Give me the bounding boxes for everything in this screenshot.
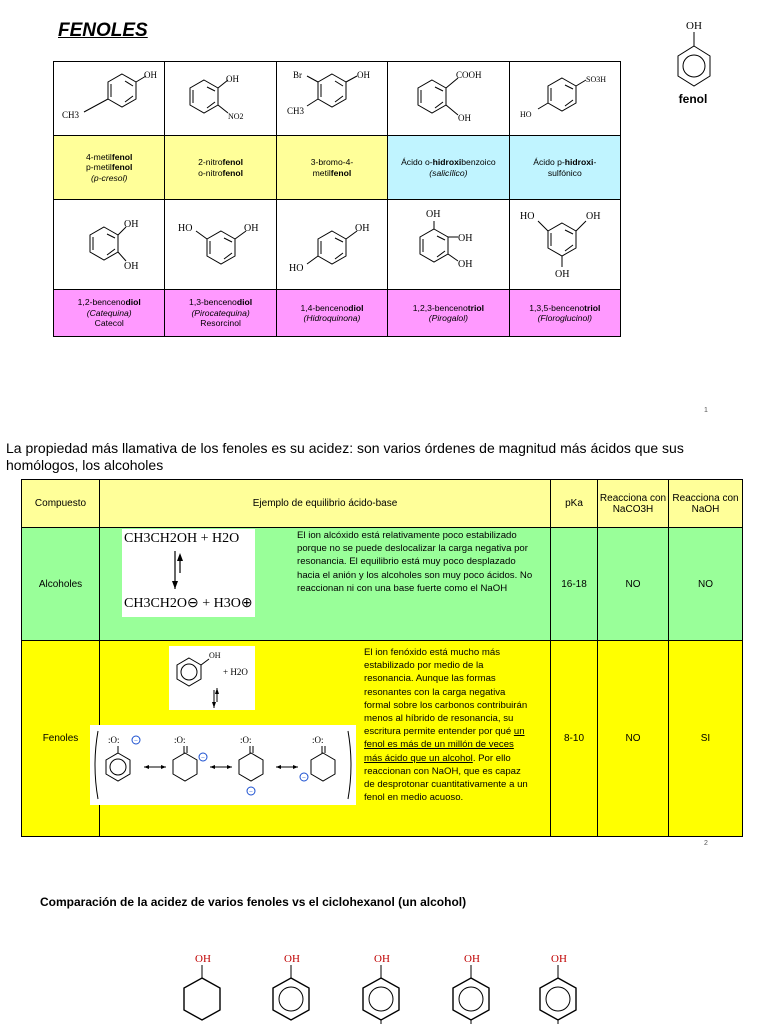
structure-acido-p-hidroxisulfonico xyxy=(509,62,620,136)
row-fenoles-name: Fenoles xyxy=(22,641,100,837)
label-oh: OH xyxy=(284,953,300,965)
row-fenoles-pka: 8-10 xyxy=(551,641,598,837)
page-number: 1 xyxy=(704,407,708,414)
alcohol-eq-bottom: CH3CH2O⊖ + H3O⊕ xyxy=(124,596,253,611)
label-oh: OH xyxy=(243,222,259,234)
label-so3h: SO3H xyxy=(585,75,606,85)
phenol-explanation-post: . Por ello reaccionan con NaOH, que es capaz de desprotonar cuantitativamente a un fenol en medio acuoso. xyxy=(364,752,528,804)
name-lines: 1,3-bencenodiol (Pirocatequina) Resorcinol xyxy=(189,297,253,329)
label-oh: OH xyxy=(554,268,570,280)
row-fenoles-naoh: SI xyxy=(669,641,743,837)
label-cooh: COOH xyxy=(456,70,482,81)
header-ejemplo: Ejemplo de equilibrio ácido-base xyxy=(100,480,551,528)
phenol-explanation-underlined: un fenol es más de un millón de veces más ácido que un alcohol xyxy=(364,726,525,764)
structure-catecol xyxy=(54,200,165,290)
label-oh: OH xyxy=(225,74,239,85)
label-oh: OH xyxy=(458,113,472,124)
p-substituted-fenol-structure-1 xyxy=(363,953,399,1024)
label-no2: NO2 xyxy=(227,112,244,122)
name-lines: 1,3,5-bencenotriol (Floroglucinol) xyxy=(529,302,601,323)
phenoxide-resonance-box xyxy=(90,725,356,805)
name-lines: 1,2,3-bencenotriol (Pirogalol) xyxy=(412,302,484,323)
row-fenoles-nahco3: NO xyxy=(598,641,669,837)
ciclohexanol-structure xyxy=(184,953,220,1020)
p-substituted-fenol-structure-2 xyxy=(453,953,489,1024)
name-lines: 3-bromo-4- metilfenol xyxy=(310,157,354,178)
header-naoh: Reacciona con NaOH xyxy=(669,480,743,528)
structure-p-cresol xyxy=(54,62,165,136)
name-lines: 1,4-bencenodiol (Hidroquinona) xyxy=(300,302,364,323)
phenol-eq-water: + H2O xyxy=(223,667,248,677)
svg-text:−: − xyxy=(201,754,205,762)
structure-3-bromo-4-metilfenol xyxy=(276,62,387,136)
svg-text:−: − xyxy=(302,774,306,782)
header-compuesto: Compuesto xyxy=(22,480,100,528)
svg-text:−: − xyxy=(249,788,253,796)
label-oh: OH xyxy=(354,222,370,234)
header-nahco3 xyxy=(598,480,669,528)
name-lines: Ácido p-hidroxi- sulfónico xyxy=(533,157,597,178)
name-o-nitrofenol xyxy=(165,136,276,200)
fenol-structure xyxy=(273,953,309,1020)
label-oh: OH xyxy=(585,210,601,222)
name-acido-salicilico xyxy=(388,136,509,200)
svg-text::O:: :O: xyxy=(312,735,324,745)
name-floroglucinol xyxy=(509,290,620,337)
label-oh: OH xyxy=(458,232,473,244)
header-nahco3-text: Reacciona con NaCO3H xyxy=(599,492,667,515)
row-alcoholes-pka: 16-18 xyxy=(551,528,598,641)
row-fenoles-ejemplo xyxy=(100,641,551,837)
intro-paragraph: La propiedad más llamativa de los fenoles es su acidez: son varios órdenes de magnitud más ácidos que sus homólogos, los alcoholes xyxy=(6,440,684,473)
structure-floroglucinol xyxy=(509,200,620,290)
label-oh: OH xyxy=(144,70,158,81)
phenol-label: fenol xyxy=(678,92,708,106)
structure-hidroquinona xyxy=(276,200,387,290)
label-ho: HO xyxy=(519,110,532,120)
svg-text::O:: :O: xyxy=(240,735,252,745)
label-oh: OH xyxy=(356,70,370,81)
label-ho: HO xyxy=(519,210,535,222)
page-number: 2 xyxy=(704,840,708,847)
label-br: Br xyxy=(292,70,302,81)
equilibrium-arrows-icon xyxy=(168,549,188,591)
phenol-equilibrium-box xyxy=(169,646,255,710)
acidity-comparison-table xyxy=(21,479,743,837)
page-title: FENOLES xyxy=(58,20,148,41)
label-oh: OH xyxy=(458,258,473,270)
svg-text::O:: :O: xyxy=(108,735,120,745)
name-resorcinol xyxy=(165,290,276,337)
phenol-explanation xyxy=(364,646,534,804)
alcohol-eq-top: CH3CH2OH + H2O xyxy=(124,531,240,546)
label-oh: OH xyxy=(374,953,390,965)
phenol-explanation-pre: El ion fenóxido está mucho más estabilizado por medio de la resonancia. Aunque las formas resonantes con la carga negativa formal sobre los carbonos contribuirán menos al híbrido de resonancia, su escritura permite entender por qué xyxy=(364,647,528,738)
header-pka: pKa xyxy=(551,480,598,528)
label-ho: HO xyxy=(177,222,193,234)
row-alcoholes-nahco3: NO xyxy=(598,528,669,641)
svg-text::O:: :O: xyxy=(174,735,186,745)
label-ch3: CH3 xyxy=(62,110,80,121)
label-oh: OH xyxy=(195,953,211,965)
label-oh: OH xyxy=(124,260,139,272)
label-oh: OH xyxy=(426,208,441,220)
name-lines: 1,2-bencenodiol (Catequina) Catecol xyxy=(77,297,141,329)
structure-resorcinol xyxy=(165,200,276,290)
phenol-nomenclature-table xyxy=(53,61,621,337)
label-ho: HO xyxy=(288,262,304,274)
label-ch3: CH3 xyxy=(286,106,304,117)
resonance-structures xyxy=(90,725,356,805)
row-alcoholes-ejemplo xyxy=(100,528,551,641)
name-acido-p-hidroxisulfonico xyxy=(509,136,620,200)
name-catecol xyxy=(54,290,165,337)
phenol-oh-label: OH xyxy=(686,20,702,32)
section-heading: Comparación de la acidez de varios fenoles vs el ciclohexanol (un alcohol) xyxy=(40,895,467,909)
name-lines: 4-metilfenol p-metilfenol (p-cresol) xyxy=(86,151,133,183)
name-lines: Ácido o-hidroxibenzoico (salicílico) xyxy=(401,157,496,178)
structure-o-nitrofenol xyxy=(165,62,276,136)
p-substituted-fenol-structure-3 xyxy=(540,953,576,1024)
name-lines: 2-nitrofenol o-nitrofenol xyxy=(198,157,244,178)
label-oh: OH xyxy=(464,953,480,965)
name-3-bromo-4-metilfenol xyxy=(276,136,387,200)
structure-acido-salicilico xyxy=(388,62,509,136)
comparison-structures xyxy=(170,948,590,1024)
row-alcoholes-name: Alcoholes xyxy=(22,528,100,641)
label-oh: OH xyxy=(124,218,139,230)
alcohol-equilibrium-box xyxy=(122,529,255,617)
name-pirogalol xyxy=(388,290,509,337)
structure-pirogalol xyxy=(388,200,509,290)
svg-text:−: − xyxy=(134,737,138,745)
label-oh: OH xyxy=(551,953,567,965)
row-alcoholes-naoh: NO xyxy=(669,528,743,641)
name-p-cresol xyxy=(54,136,165,200)
alcohol-explanation: El ion alcóxido está relativamente poco estabilizado porque no se puede deslocalizar la carga negativa por resonancia. El equilibrio está muy poco desplazado hacia el anión y los alcoholes son muy poco ácidos. No reaccionan ni con una base fuerte como el NaOH xyxy=(297,530,533,594)
label-oh: OH xyxy=(209,651,221,660)
name-hidroquinona xyxy=(276,290,387,337)
